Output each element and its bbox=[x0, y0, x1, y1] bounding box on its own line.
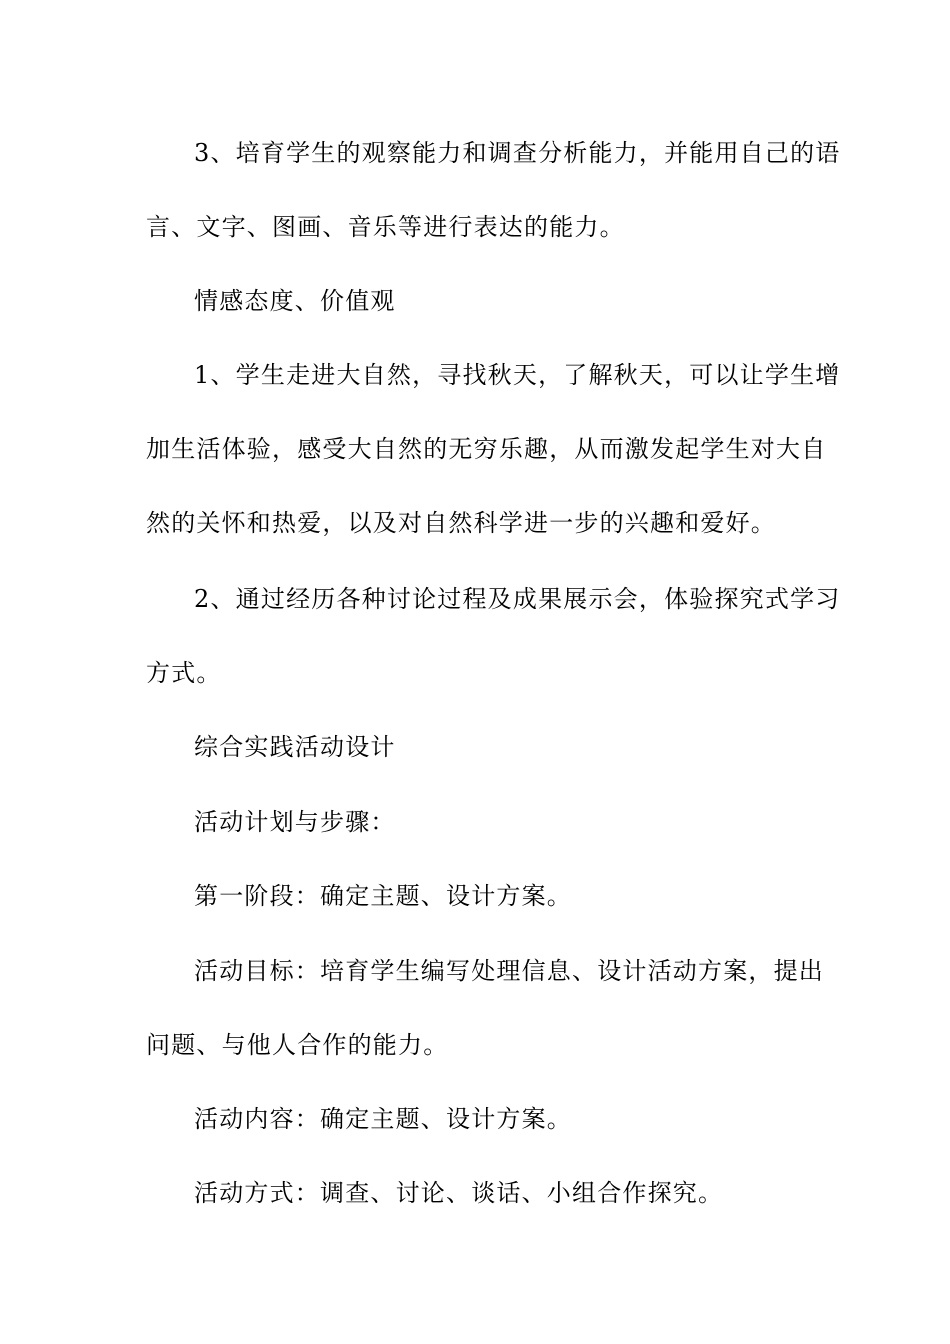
paragraph-line: 活动内容：确定主题、设计方案。 bbox=[194, 1105, 572, 1133]
paragraph-line: 3、培育学生的观察能力和调查分析能力，并能用自己的语 bbox=[194, 139, 841, 167]
section-heading: 情感态度、价值观 bbox=[194, 287, 396, 315]
paragraph-line: 活动方式：调查、讨论、谈话、小组合作探究。 bbox=[194, 1179, 724, 1207]
section-heading: 活动计划与步骤： bbox=[194, 808, 396, 836]
paragraph-line: 加生活体验，感受大自然的无穷乐趣，从而激发起学生对大自 bbox=[146, 435, 827, 463]
paragraph-line: 然的关怀和热爱，以及对自然科学进一步的兴趣和爱好。 bbox=[146, 509, 776, 537]
section-heading: 综合实践活动设计 bbox=[194, 733, 396, 761]
paragraph-line: 言、文字、图画、音乐等进行表达的能力。 bbox=[146, 213, 625, 241]
paragraph-line: 第一阶段：确定主题、设计方案。 bbox=[194, 882, 572, 910]
paragraph-line: 活动目标：培育学生编写处理信息、设计活动方案，提出 bbox=[194, 957, 824, 985]
paragraph-line: 方式。 bbox=[146, 659, 222, 687]
paragraph-line: 1、学生走进大自然，寻找秋天，了解秋天，可以让学生增 bbox=[194, 361, 841, 389]
paragraph-line: 2、通过经历各种讨论过程及成果展示会，体验探究式学习 bbox=[194, 585, 841, 613]
paragraph-line: 问题、与他人合作的能力。 bbox=[146, 1031, 449, 1059]
